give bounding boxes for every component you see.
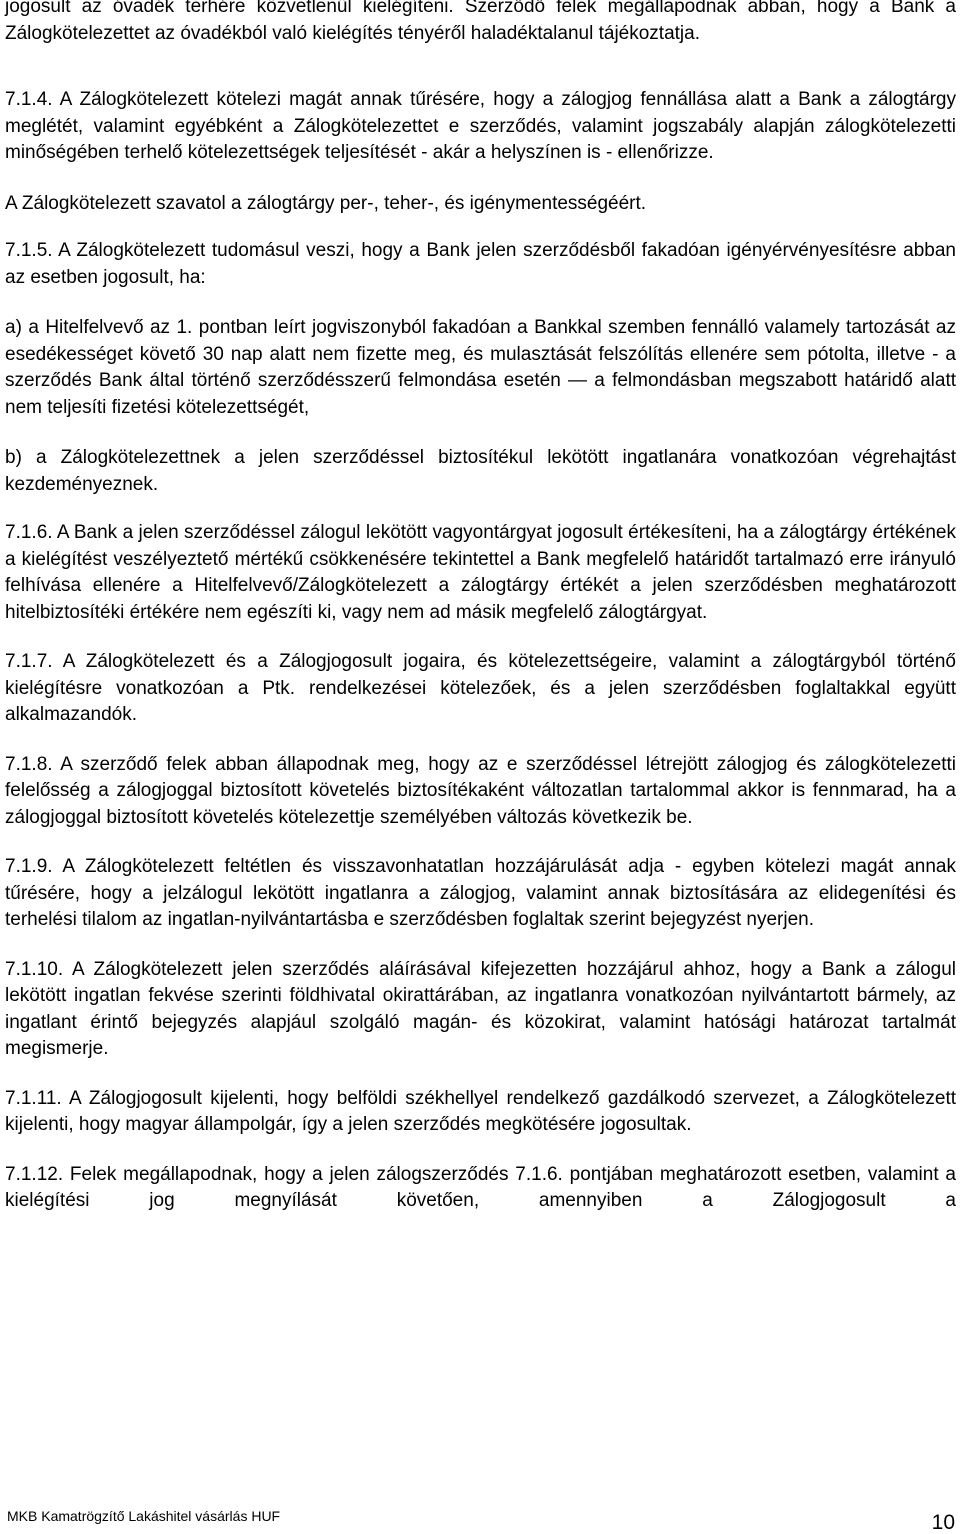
paragraph-7-1-4: 7.1.4. A Zálogkötelezett kötelezi magát annak tűrésére, hogy a zálogjog fennállása alatt a Bank a zálogtárgy meglétét, valamint egyébként a Zálogkötelezettet e szerződés, valamint jogszabály alapján zálogkötelezetti minőségében terhelő kötelezettségek teljesítését - akár a helyszínen is - ellenőrizze. xyxy=(5,89,956,163)
paragraph-7-1-11: 7.1.11. A Zálogjogosult kijelenti, hogy belföldi székhellyel rendelkező gazdálkodó szervezet, a Zálogkötelezett kijelenti, hogy magyar állampolgár, így a jelen szerződés megkötésére jogosultak. xyxy=(5,1087,956,1135)
paragraph-7-1-6: 7.1.6. A Bank a jelen szerződéssel zálogul lekötött vagyontárgyat jogosult értékesíteni, ha a zálogtárgy értékének a kielégítést veszélyeztető mértékű csökkenésére tekintettel a Bank megfelelő határidőt tartalmazó erre irányuló felhívása ellenére a Hitelfelvevő/Zálogkötelezett a zálogtárgy értékét a jelen szerződésben meghatározott hitelbiztosítéki értékére nem egészíti ki, vagy nem ad másik megfelelő zálogtárgyat. xyxy=(5,522,956,623)
document-body xyxy=(5,0,956,1215)
paragraph-7-1-7: 7.1.7. A Zálogkötelezett és a Zálogjogosult jogaira, és kötelezettségeire, valamint a zálogtárgyból történő kielégítésre vonatkozóan a Ptk. rendelkezései kötelezőek, és a jelen szerződésben foglaltakkal együtt alkalmazandók. xyxy=(5,651,956,725)
list-item-a: a) a Hitelfelvevő az 1. pontban leírt jogviszonyból fakadóan a Bankkal szemben fennálló valamely tartozását az esedékességet követő 30 nap alatt nem fizette meg, és mulasztását felszólítás ellenére sem pótolta, illetve - a szerződés Bank által történő szerződésszerű felmondása esetén — a felmondásban megszabott határidő alatt nem teljesíti fizetési kötelezettségét, xyxy=(5,317,956,418)
footer-page-number: 10 xyxy=(931,1511,955,1534)
paragraph-7-1-12: 7.1.12. Felek megállapodnak, hogy a jelen zálogszerződés 7.1.6. pontjában meghatározott esetben, valamint a kielégítési jog megnyílását követően, amennyiben a Zálogjogosult a xyxy=(5,1163,956,1211)
paragraph-7-1-10: 7.1.10. A Zálogkötelezett jelen szerződés aláírásával kifejezetten hozzájárul ahhoz, hogy a Bank a zálogul lekötött ingatlan fekvése szerinti földhivatal okirattárában, az ingatlanra vonatkozóan nyilvántartott bármely, az ingatlant érintő bejegyzés alapjául szolgáló magán- és közokirat, valamint hatósági határozat tartalmát megismerje. xyxy=(5,958,956,1059)
paragraph-7-1-5: 7.1.5. A Zálogkötelezett tudomásul veszi, hogy a Bank jelen szerződésből fakadóan igényérvényesítésre abban az esetben jogosult, ha: xyxy=(5,240,956,288)
paragraph-7-1-8: 7.1.8. A szerződő felek abban állapodnak meg, hogy az e szerződéssel létrejött zálogjog és zálogkötelezetti felelősség a zálogjoggal biztosított követelés biztosítékaként változatlan tartalommal akkor is fennmarad, ha a zálogjoggal biztosított követelés kötelezettje személyében változás következik be. xyxy=(5,753,956,828)
footer-document-name: MKB Kamatrögzítő Lakáshitel vásárlás HUF xyxy=(7,1508,281,1524)
list-item-b: b) a Zálogkötelezettnek a jelen szerződéssel biztosítékul lekötött ingatlanára vonatkozóan végrehajtást kezdeményeznek. xyxy=(5,447,956,495)
paragraph-7-1-9: 7.1.9. A Zálogkötelezett feltétlen és visszavonhatatlan hozzájárulását adja - egyben kötelezi magát annak tűrésére, hogy a jelzálogul lekötött ingatlanra a zálogjog, valamint annak biztosítására az elidegenítési és terhelési tilalom az ingatlan-nyilvántartásba e szerződésben foglaltak szerint bejegyzést nyerjen. xyxy=(5,856,956,930)
paragraph-warranty: A Zálogkötelezett szavatol a zálogtárgy per-, teher-, és igénymentességéért. xyxy=(5,192,647,214)
paragraph-7-1-3-continuation: jogosult az óvadék terhére közvetlenül kielégíteni. Szerződő felek megállapodnak abban, hogy a Bank a Zálogkötelezettet az óvadékból való kielégítés tényéről haladéktalanul tájékoztatja. xyxy=(5,0,956,44)
